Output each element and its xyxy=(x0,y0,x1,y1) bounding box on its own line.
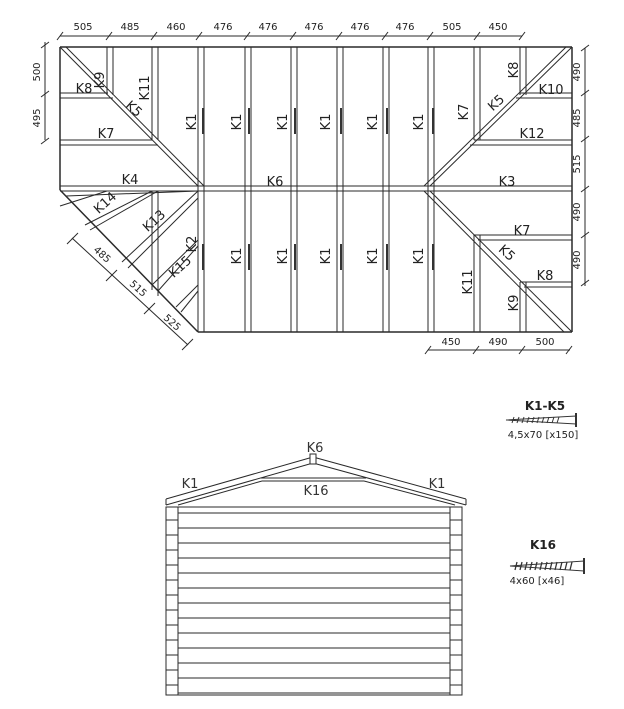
label-k8-top-right: K8 xyxy=(507,61,522,79)
label-k5-top-right: K5 xyxy=(485,92,508,115)
top-dim-9: 505 xyxy=(442,22,462,33)
label-k6: K6 xyxy=(266,175,284,190)
label-k12: K12 xyxy=(519,127,545,142)
label-k1-bottom-1: K1 xyxy=(230,247,245,265)
label-k14: K14 xyxy=(91,189,120,218)
front-elevation xyxy=(166,441,466,695)
bottom-dim-1: 450 xyxy=(441,337,461,348)
right-dim-5: 490 xyxy=(572,250,583,270)
elev-label-k16: K16 xyxy=(303,484,329,499)
label-k2: K2 xyxy=(185,235,200,253)
left-dimension-line xyxy=(32,42,49,144)
label-k9-bottom-right: K9 xyxy=(507,294,522,312)
right-dim-4: 490 xyxy=(572,202,583,222)
elev-label-k6: K6 xyxy=(306,441,324,456)
top-dimension-line xyxy=(57,22,525,40)
label-k1-bottom-3: K1 xyxy=(319,247,334,265)
top-dim-1: 505 xyxy=(73,22,93,33)
label-k10: K10 xyxy=(538,83,564,98)
label-k11-top-left: K11 xyxy=(138,75,153,101)
top-dim-10: 450 xyxy=(488,22,508,33)
label-k7-top-left: K7 xyxy=(97,127,115,142)
label-k4: K4 xyxy=(121,173,139,188)
top-dim-2: 485 xyxy=(120,22,140,33)
bottom-dim-3: 500 xyxy=(535,337,555,348)
screw-k16 xyxy=(510,538,584,587)
label-k1-bottom-2: K1 xyxy=(276,247,291,265)
label-k9-top-left: K9 xyxy=(93,71,108,89)
screw-k16-spec: 4x60 [x46] xyxy=(509,576,565,587)
label-k3: K3 xyxy=(498,175,516,190)
right-dimension-line xyxy=(572,45,589,286)
label-k7-vertical: K7 xyxy=(457,103,472,121)
label-k7-bottom-right: K7 xyxy=(513,224,531,239)
screw-k1-k5-name: K1-K5 xyxy=(524,399,566,413)
roof-plan xyxy=(32,22,589,354)
screw-icon xyxy=(510,558,584,574)
label-k1-top-1: K1 xyxy=(185,113,200,131)
top-dim-5: 476 xyxy=(258,22,278,33)
label-k15: K15 xyxy=(166,253,195,282)
diag-dim-1: 485 xyxy=(90,244,113,266)
label-k1-top-3: K1 xyxy=(276,113,291,131)
label-k1-top-4: K1 xyxy=(319,113,334,131)
top-dim-7: 476 xyxy=(350,22,370,33)
label-k8-top-left: K8 xyxy=(75,82,93,97)
label-k5-bottom-right: K5 xyxy=(495,242,518,265)
screw-icon xyxy=(506,413,576,427)
elevation-wall xyxy=(166,507,462,695)
bottom-dimension-line xyxy=(425,337,572,354)
top-dim-4: 476 xyxy=(213,22,233,33)
diagonal-jack-rafters xyxy=(60,191,198,312)
diag-dim-3: 525 xyxy=(160,312,183,334)
screw-k1-k5-spec: 4,5x70 [x150] xyxy=(507,430,579,441)
right-dim-1: 490 xyxy=(572,62,583,82)
label-k13: K13 xyxy=(140,207,169,236)
top-dim-3: 460 xyxy=(166,22,186,33)
right-dim-2: 485 xyxy=(572,108,583,128)
elev-label-k1-left: K1 xyxy=(181,477,199,492)
label-k8-bottom-right: K8 xyxy=(536,269,554,284)
label-k1-bottom-4: K1 xyxy=(366,247,381,265)
screw-k16-name: K16 xyxy=(530,538,556,552)
label-k11-bottom-right: K11 xyxy=(461,269,476,295)
diagonal-dimension-line xyxy=(67,233,193,350)
label-k1-top-5: K1 xyxy=(366,113,381,131)
left-dim-2: 495 xyxy=(32,108,43,128)
screw-k1-k5 xyxy=(506,399,578,441)
label-k1-top-2: K1 xyxy=(230,113,245,131)
diag-dim-2: 515 xyxy=(126,278,149,300)
top-dim-6: 476 xyxy=(304,22,324,33)
top-dim-8: 476 xyxy=(395,22,415,33)
bottom-dim-2: 490 xyxy=(488,337,508,348)
bolt-marks xyxy=(203,108,433,270)
elev-label-k1-right: K1 xyxy=(428,477,446,492)
label-k1-bottom-5: K1 xyxy=(412,247,427,265)
left-dim-1: 500 xyxy=(32,62,43,82)
label-k1-top-6: K1 xyxy=(412,113,427,131)
label-k5-top-left: K5 xyxy=(122,98,145,121)
right-dim-3: 515 xyxy=(572,154,583,174)
